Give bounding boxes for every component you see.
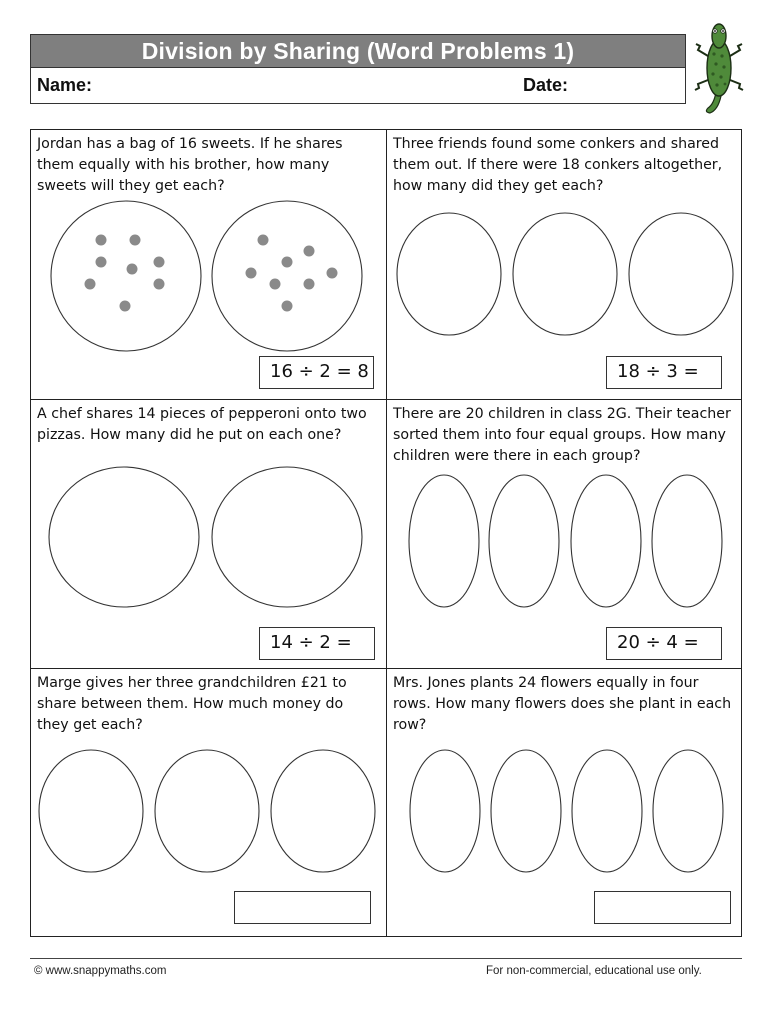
problem-5 [31, 669, 386, 938]
group-circle [212, 467, 362, 607]
group-oval [489, 475, 559, 607]
answer-box[interactable]: 20 ÷ 4 = [606, 627, 722, 660]
problem-2 [387, 130, 742, 399]
name-date-row [30, 68, 686, 104]
group-oval [397, 213, 501, 335]
date-label: Date: [523, 75, 569, 95]
group-circle [212, 201, 362, 351]
group-oval [653, 750, 723, 872]
group-circle [49, 467, 199, 607]
group-oval [572, 750, 642, 872]
group-oval [409, 475, 479, 607]
group-oval [39, 750, 143, 872]
footer-divider [30, 958, 742, 959]
problem-4 [387, 400, 742, 669]
group-oval [271, 750, 375, 872]
group-oval [491, 750, 561, 872]
answer-box[interactable]: 18 ÷ 3 = [606, 356, 722, 389]
answer-box[interactable]: 14 ÷ 2 = [259, 627, 375, 660]
crocodile-icon [694, 22, 744, 116]
footer-usage-note: For non-commercial, educational use only. [486, 965, 702, 977]
problem-text: Marge gives her three grandchildren £21 to share between them. How much money do they get each? [37, 675, 347, 733]
group-oval [410, 750, 480, 872]
problem-text: A chef shares 14 pieces of pepperoni onto two pizzas. How many did he put on each one? [37, 406, 367, 443]
group-oval [155, 750, 259, 872]
sweet-dots [85, 235, 338, 312]
problem-text: Jordan has a bag of 16 sweets. If he shares them equally with his brother, how many sweets will they get each? [37, 136, 343, 194]
group-oval [629, 213, 733, 335]
group-oval [513, 213, 617, 335]
worksheet-title-bar [30, 34, 686, 68]
footer-copyright: © www.snappymaths.com [34, 965, 167, 977]
problem-text: There are 20 children in class 2G. Their teacher sorted them into four equal groups. How many children were there in each group? [393, 406, 731, 464]
answer-box[interactable]: 16 ÷ 2 = 8 [259, 356, 374, 389]
worksheet-title: Division by Sharing (Word Problems 1) [141, 37, 575, 64]
name-label: Name: [37, 75, 93, 95]
problem-grid [30, 129, 742, 937]
problem-text: Mrs. Jones plants 24 flowers equally in four rows. How many flowers does she plant in each row? [393, 675, 732, 733]
answer-box[interactable] [234, 891, 371, 924]
group-oval [571, 475, 641, 607]
group-oval [652, 475, 722, 607]
group-circle [51, 201, 201, 351]
problem-1 [31, 130, 386, 399]
answer-box[interactable] [594, 891, 731, 924]
problem-text: Three friends found some conkers and shared them out. If there were 18 conkers altogether, how many did they get each? [393, 136, 723, 194]
problem-6 [387, 669, 742, 938]
problem-3 [31, 400, 386, 669]
